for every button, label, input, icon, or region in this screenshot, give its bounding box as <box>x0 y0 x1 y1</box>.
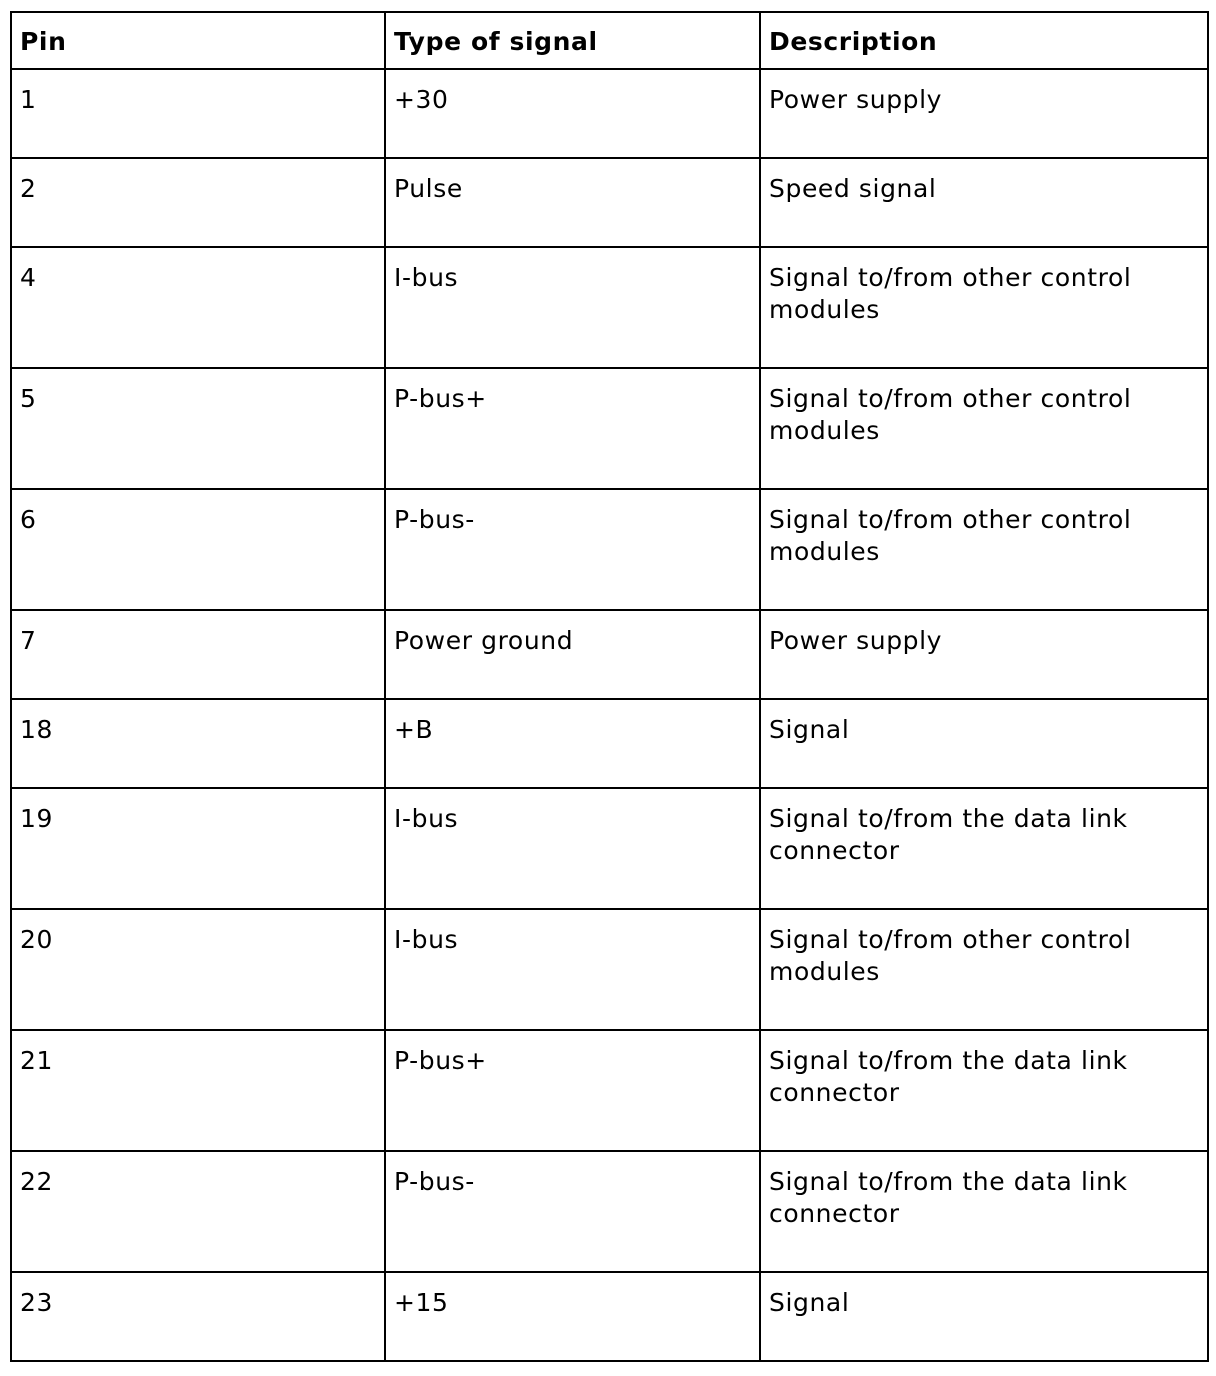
cell-description: Signal to/from the data link connector <box>760 1030 1208 1151</box>
table-row <box>11 368 1208 489</box>
cell-description: Signal to/from other control modules <box>760 909 1208 1030</box>
cell-description: Power supply <box>760 69 1208 158</box>
table-row <box>11 788 1208 909</box>
cell-type-of-signal: P-bus+ <box>385 368 760 489</box>
table-row <box>11 1272 1208 1361</box>
cell-type-of-signal: I-bus <box>385 247 760 368</box>
cell-pin: 1 <box>11 69 385 158</box>
cell-type-of-signal: P-bus+ <box>385 1030 760 1151</box>
table-row <box>11 489 1208 610</box>
cell-pin: 7 <box>11 610 385 699</box>
table-row <box>11 247 1208 368</box>
pin-assignment-table <box>10 11 1209 1362</box>
cell-type-of-signal: I-bus <box>385 788 760 909</box>
table-row <box>11 69 1208 158</box>
cell-pin: 20 <box>11 909 385 1030</box>
cell-description: Signal to/from the data link connector <box>760 1151 1208 1272</box>
cell-type-of-signal: +15 <box>385 1272 760 1361</box>
cell-type-of-signal: +B <box>385 699 760 788</box>
cell-description: Signal to/from other control modules <box>760 489 1208 610</box>
cell-type-of-signal: P-bus- <box>385 489 760 610</box>
cell-type-of-signal: +30 <box>385 69 760 158</box>
column-header-pin: Pin <box>11 12 385 69</box>
cell-type-of-signal: P-bus- <box>385 1151 760 1272</box>
cell-type-of-signal: I-bus <box>385 909 760 1030</box>
cell-pin: 18 <box>11 699 385 788</box>
cell-description: Power supply <box>760 610 1208 699</box>
cell-description: Signal <box>760 1272 1208 1361</box>
cell-pin: 23 <box>11 1272 385 1361</box>
table-row <box>11 909 1208 1030</box>
table-row <box>11 1030 1208 1151</box>
cell-description: Signal to/from the data link connector <box>760 788 1208 909</box>
cell-pin: 6 <box>11 489 385 610</box>
cell-pin: 22 <box>11 1151 385 1272</box>
cell-pin: 4 <box>11 247 385 368</box>
cell-type-of-signal: Power ground <box>385 610 760 699</box>
cell-pin: 19 <box>11 788 385 909</box>
cell-description: Signal to/from other control modules <box>760 247 1208 368</box>
column-header-description: Description <box>760 12 1208 69</box>
cell-description: Signal to/from other control modules <box>760 368 1208 489</box>
cell-pin: 5 <box>11 368 385 489</box>
cell-description: Speed signal <box>760 158 1208 247</box>
table-row <box>11 699 1208 788</box>
cell-description: Signal <box>760 699 1208 788</box>
cell-pin: 2 <box>11 158 385 247</box>
table-row <box>11 610 1208 699</box>
table-header-row <box>11 12 1208 69</box>
table-row <box>11 158 1208 247</box>
cell-type-of-signal: Pulse <box>385 158 760 247</box>
table-row <box>11 1151 1208 1272</box>
cell-pin: 21 <box>11 1030 385 1151</box>
column-header-type-of-signal: Type of signal <box>385 12 760 69</box>
